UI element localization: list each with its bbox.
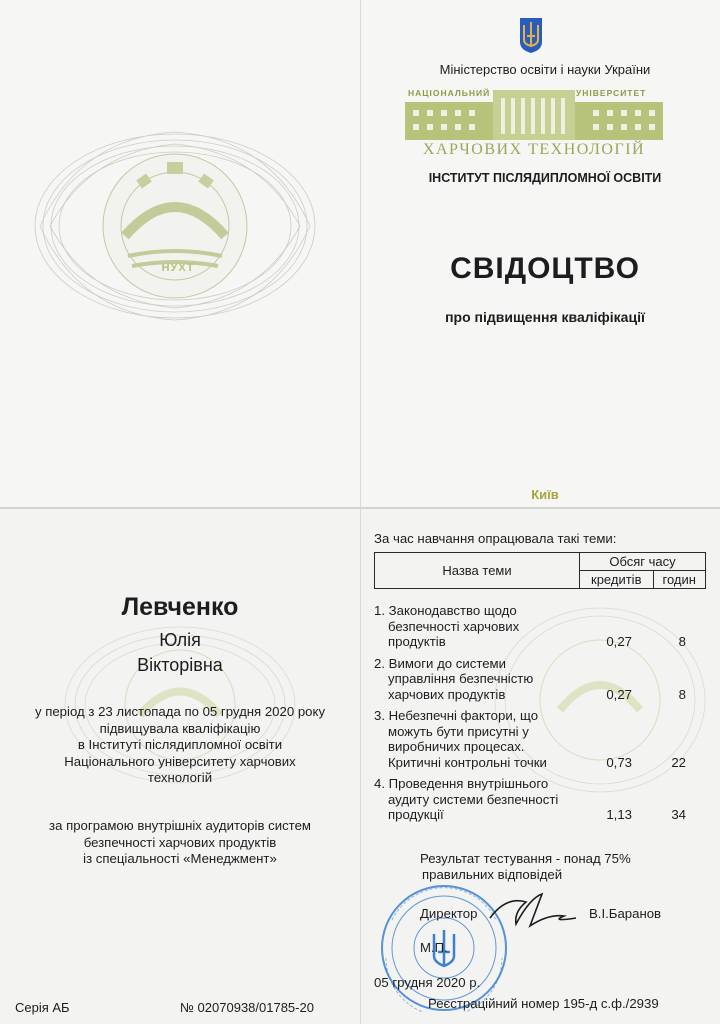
topic-line: можуть бути присутні у: [388, 723, 529, 739]
topic-credits: 0,27: [606, 686, 632, 702]
period-line: технологій: [147, 770, 213, 785]
topic-line: аудиту системи безпечності: [388, 791, 559, 807]
holder-surname: Левченко: [121, 593, 239, 621]
period-line: у період з 23 листопада по 05 грудня 2020 року: [34, 704, 326, 719]
program-line: безпечності харчових продуктів: [83, 834, 277, 850]
topic-row: [374, 776, 704, 823]
result-line: правильних відповідей: [422, 867, 563, 882]
vertical-fold: [360, 0, 361, 1024]
seal-place: М.П.: [420, 940, 448, 955]
emblem-abbrev: НУХТ: [161, 262, 195, 274]
topic-line: безпечності харчових: [388, 618, 520, 634]
topic-line: 3. Небезпечні фактори, що: [374, 708, 539, 723]
topic-line: продуктів: [388, 634, 446, 649]
program-text: [0, 818, 360, 868]
topic-line: 4. Проведення внутрішнього: [374, 776, 549, 791]
topic-credits: 1,13: [606, 807, 632, 822]
topic-row: [374, 708, 704, 770]
certificate-number: № 02070938/01785-20: [180, 1000, 314, 1015]
program-line: за програмою внутрішніх аудиторів систем: [49, 818, 311, 833]
guilloche-emblem-icon: [20, 118, 330, 333]
topic-hours: 8: [678, 634, 686, 649]
logo-text-bottom: ХАРЧОВИХ ТЕХНОЛОГІЙ: [422, 141, 646, 158]
topic-credits: 0,27: [606, 634, 632, 649]
topics-list: [374, 603, 704, 829]
test-result: [420, 851, 631, 883]
topic-line: 2. Вимоги до системи: [374, 655, 506, 671]
city: Київ: [531, 487, 559, 502]
period-line: Національного університету харчових: [64, 753, 296, 769]
topic-line: харчових продуктів: [388, 686, 506, 702]
horizontal-fold: [0, 507, 720, 509]
director-signature-icon: [486, 888, 581, 932]
ministry-name: Міністерство освіти і науки України: [439, 62, 651, 77]
topics-table-header: [374, 552, 706, 589]
certificate-subtitle: про підвищення кваліфікації: [445, 309, 645, 325]
director-label: Директор: [420, 906, 478, 921]
program-line: із спеціальності «Менеджмент»: [83, 851, 277, 866]
topic-credits: 0,73: [606, 754, 632, 770]
topic-row: [374, 603, 704, 650]
col-credits-header: кредитів: [580, 571, 654, 589]
topic-line: виробничих процесах.: [388, 739, 525, 754]
logo-text-left: НАЦІОНАЛЬНИЙ: [408, 88, 491, 98]
certificate-title: СВІДОЦТВО: [450, 252, 640, 285]
issue-date: 05 грудня 2020 р.: [374, 975, 481, 990]
topic-line: управління безпечністю: [388, 671, 534, 686]
holder-first-name: Юлія: [159, 630, 201, 650]
institute-name: ІНСТИТУТ ПІСЛЯДИПЛОМНОЇ ОСВІТИ: [428, 171, 662, 185]
logo-text-right: УНІВЕРСИТЕТ: [576, 88, 647, 98]
topic-line: 1. Законодавство щодо: [374, 603, 517, 618]
period-line: в Інституті післядипломної освіти: [77, 737, 283, 752]
registry-number: Реєстраційний номер 195-д с.ф./2939: [428, 996, 659, 1011]
topic-line: продукції: [388, 807, 444, 822]
director-name: В.І.Баранов: [589, 906, 662, 921]
result-line: Результат тестування - понад 75%: [420, 851, 631, 866]
col-volume-header: Обсяг часу: [580, 553, 706, 571]
col-hours-header: годин: [653, 571, 705, 589]
topics-heading: За час навчання опрацювала такі теми:: [374, 531, 617, 546]
topic-hours: 8: [678, 686, 686, 702]
trident-icon: [518, 16, 544, 54]
topic-line: Критичні контрольні точки: [388, 754, 547, 770]
holder-patronymic: Вікторівна: [137, 655, 223, 675]
series: Серія АБ: [15, 1000, 70, 1015]
period-line: підвищувала кваліфікацію: [99, 720, 261, 736]
col-name-header: Назва теми: [375, 553, 580, 589]
topic-hours: 34: [671, 807, 686, 822]
topic-row: [374, 656, 704, 703]
topic-hours: 22: [671, 754, 686, 770]
period-text: [0, 704, 360, 787]
